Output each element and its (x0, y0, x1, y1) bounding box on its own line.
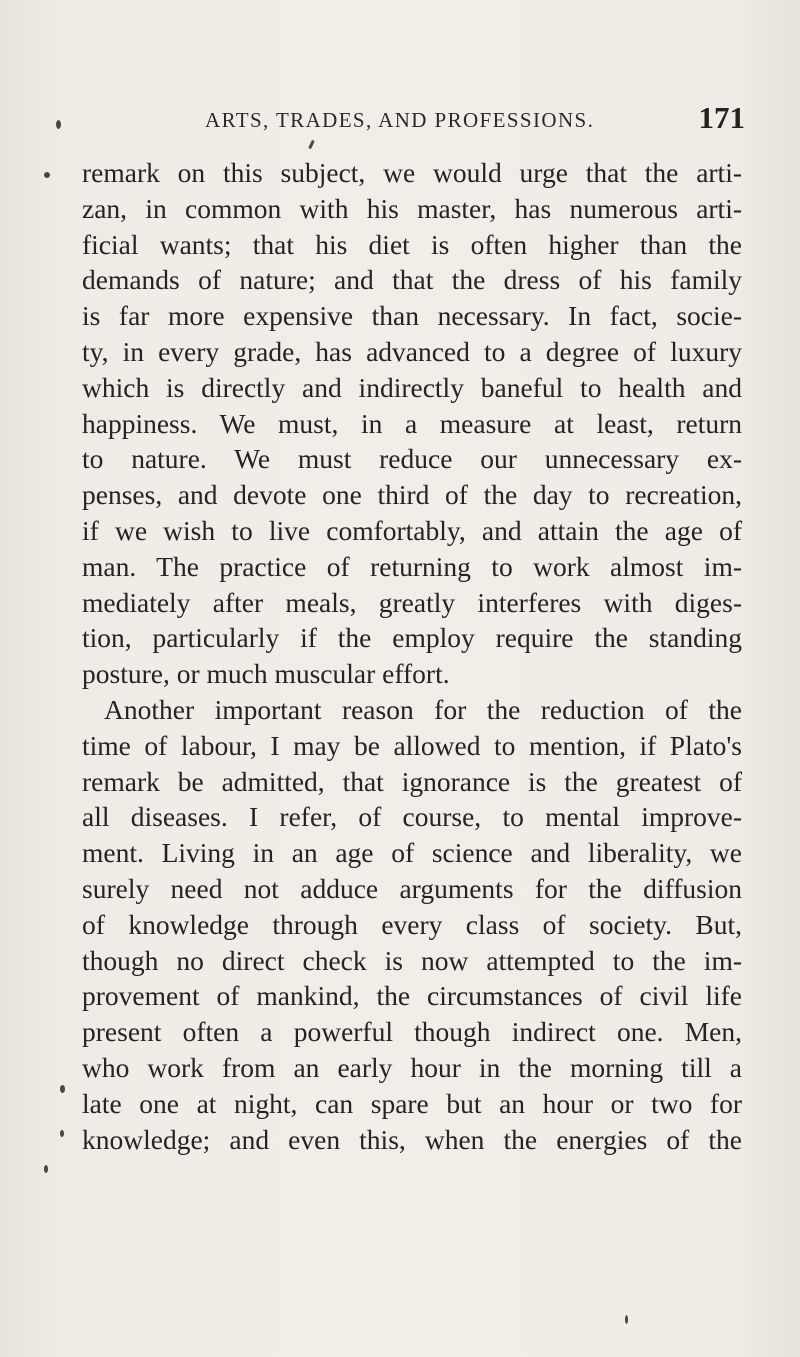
text-line: zan, in common with his master, has numerous arti- (82, 192, 742, 224)
text-line: time of labour, I may be allowed to mention, if Plato's (82, 729, 742, 761)
text-line: late one at night, can spare but an hour or two for (82, 1087, 742, 1119)
paragraph-end-line: posture, or much muscular effort. (82, 658, 450, 690)
text-line: mediately after meals, greatly interferes with diges- (82, 586, 742, 618)
text-line: tion, particularly if the employ require the standing (82, 622, 742, 654)
text-line: happiness. We must, in a measure at least, return (82, 407, 742, 439)
margin-speck (308, 140, 315, 149)
text-line: remark on this subject, we would urge that the arti- (82, 157, 742, 188)
text-line: surely need not adduce arguments for the diffusion (82, 872, 742, 904)
text-line: man. The practice of returning to work almost im- (82, 550, 742, 582)
text-line: knowledge; and even this, when the energies of the (82, 1123, 742, 1155)
text-line: all diseases. I refer, of course, to mental improve- (82, 801, 742, 833)
margin-speck (56, 120, 61, 129)
running-head: ARTS, TRADES, AND PROFESSIONS. (205, 108, 595, 132)
margin-speck (60, 1130, 64, 1137)
text-line: who work from an early hour in the morning till a (82, 1051, 742, 1083)
page-header (205, 100, 745, 140)
margin-speck (44, 172, 50, 178)
margin-speck (44, 1165, 48, 1173)
text-line: ficial wants; that his diet is often higher than the (82, 228, 742, 260)
text-line: remark be admitted, that ignorance is the greatest of (82, 765, 742, 797)
text-line: which is directly and indirectly baneful to health and (82, 371, 742, 403)
page-number: 171 (698, 100, 745, 135)
margin-speck (625, 1315, 628, 1324)
text-line: to nature. We must reduce our unnecessary ex- (82, 443, 742, 475)
text-line: ment. Living in an age of science and liberality, we (82, 837, 742, 869)
text-line: penses, and devote one third of the day to recreation, (82, 479, 742, 511)
margin-speck (60, 1085, 65, 1093)
text-line: of knowledge through every class of society. But, (82, 908, 742, 940)
text-line: present often a powerful though indirect one. Men, (82, 1016, 742, 1048)
text-line: if we wish to live comfortably, and attain the age of (82, 514, 742, 546)
text-line: though no direct check is now attempted to the im- (82, 944, 742, 976)
text-line: provement of mankind, the circumstances of civil life (82, 980, 742, 1012)
text-line: is far more expensive than necessary. In fact, socie- (82, 300, 742, 332)
text-line: demands of nature; and that the dress of his family (82, 264, 742, 296)
body-text (82, 155, 742, 1157)
text-line: ty, in every grade, has advanced to a degree of luxury (82, 335, 742, 367)
paragraph-start-line: Another important reason for the reduction of the (104, 693, 742, 725)
